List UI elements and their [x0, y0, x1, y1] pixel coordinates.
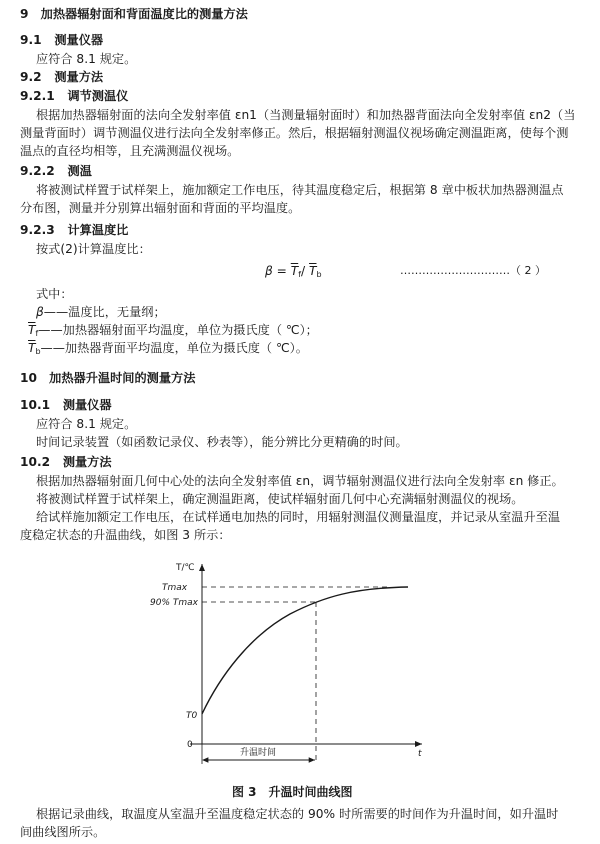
heating-curve	[202, 587, 408, 714]
definition-beta	[36, 304, 166, 320]
paragraph-line: 按式(2)计算温度比：	[36, 242, 151, 256]
paragraph-line: 时间记录装置（如函数记录仪、秒表等），能分辨比分更精确的时间。	[36, 435, 408, 449]
section-10-1-heading	[20, 397, 112, 413]
formula-tf-sub: f	[298, 270, 302, 279]
section-number: 9.2.2	[20, 164, 55, 178]
section-9-1-heading	[20, 32, 103, 48]
paragraph-line: 应符合 8.1 规定。	[36, 417, 137, 431]
section-9-2-3-heading	[20, 222, 128, 238]
t0-label: T0	[186, 711, 198, 721]
paragraph-line: 根据记录曲线，取温度从室温升至温度稳定状态的 90% 时所需要的时间作为升温时间，如升温时	[36, 807, 559, 821]
definition-tb	[28, 340, 308, 360]
symbol: β	[36, 305, 44, 319]
section-title: 测量仪器	[62, 398, 112, 412]
section-title: 测量方法	[54, 70, 104, 84]
section-9-2-1-heading	[20, 88, 128, 104]
definition-text: ——温度比，无量纲；	[43, 305, 166, 319]
paragraph-line: 将被测试样置于试样架上，确定测温距离，使试样辐射面几何中心充满辐射测温仪的视场。	[36, 492, 524, 506]
section-10-2-heading	[20, 454, 112, 470]
section-title: 测量方法	[62, 455, 112, 469]
section-9-title: 9 加热器辐射面和背面温度比的测量方法	[20, 7, 248, 21]
section-10-title: 10 加热器升温时间的测量方法	[20, 371, 196, 385]
paragraph-line: 根据加热器辐射面的法向全发射率值 εn1（当测量辐射面时）和加热器背面法向全发射率值 εn2（当	[36, 108, 576, 122]
formula	[265, 263, 322, 283]
definition-text: ——加热器背面平均温度，单位为摄氏度（ ℃）。	[40, 341, 308, 355]
formula-number: …………………………（ 2 ）	[400, 264, 546, 277]
section-title: 测量仪器	[54, 33, 104, 47]
section-number: 9.2	[20, 70, 42, 84]
section-title: 计算温度比	[67, 223, 129, 237]
x-axis-label: t	[418, 749, 422, 759]
origin-label: 0	[187, 740, 193, 750]
where-label: 式中：	[36, 287, 73, 301]
tmax-label: Tmax	[162, 583, 188, 593]
symbol: $\overline{T}$	[28, 323, 36, 337]
symbol-sub: f	[35, 329, 39, 338]
formula-div: /	[301, 264, 310, 278]
definition-text: ——加热器辐射面平均温度，单位为摄氏度（ ℃）；	[38, 323, 318, 337]
section-number: 10.1	[20, 398, 51, 412]
paragraph-line: 测量背面时）调节测温仪进行法向全发射率修正。然后，根据辐射测温仪视场确定测温距离，使每个测	[20, 126, 569, 140]
section-9-2-heading	[20, 69, 103, 85]
definition-tf	[28, 322, 318, 342]
formula-tb: $\overline{T}$	[309, 264, 317, 278]
section-number: 9.2.1	[20, 89, 55, 103]
paragraph-line: 间曲线图所示。	[20, 825, 106, 839]
paragraph-line: 给试样施加额定工作电压，在试样通电加热的同时，用辐射测温仪测量温度，并记录从室温升至温	[36, 510, 561, 524]
paragraph-line: 分布图，测量并分别算出辐射面和背面的平均温度。	[20, 201, 301, 215]
y-axis-label: T/℃	[176, 563, 195, 573]
paragraph-line: 温点的直径均相等，且充满测温仪视场。	[20, 144, 240, 158]
section-number: 9.2.3	[20, 223, 55, 237]
paragraph-line: 根据加热器辐射面几何中心处的法向全发射率值 εn，调节辐射测温仪进行法向全发射率 εn 修正。	[36, 474, 564, 488]
formula-tf: $\overline{T}$	[290, 264, 299, 278]
section-number: 10.2	[20, 455, 51, 469]
formula-tb-sub: b	[316, 270, 322, 279]
heating-curve-figure	[140, 556, 450, 776]
figure-caption: 图 3 升温时间曲线图	[232, 785, 353, 799]
paragraph-line: 将被测试样置于试样架上，施加额定工作电压，待其温度稳定后，根据第 8 章中板状加热器测温点	[36, 183, 564, 197]
t90-label: 90% Tmax	[150, 598, 198, 608]
symbol-sub: b	[35, 347, 41, 356]
section-9-2-2-heading	[20, 163, 92, 179]
section-title: 测温	[67, 164, 92, 178]
section-title: 调节测温仪	[67, 89, 129, 103]
section-number: 9.1	[20, 33, 42, 47]
formula-lhs: β =	[265, 264, 291, 278]
symbol: $\overline{T}$	[28, 341, 36, 355]
heating-time-label: 升温时间	[240, 748, 277, 758]
paragraph-line: 度稳定状态的升温曲线，如图 3 所示：	[20, 528, 231, 542]
paragraph-line: 应符合 8.1 规定。	[36, 52, 137, 66]
